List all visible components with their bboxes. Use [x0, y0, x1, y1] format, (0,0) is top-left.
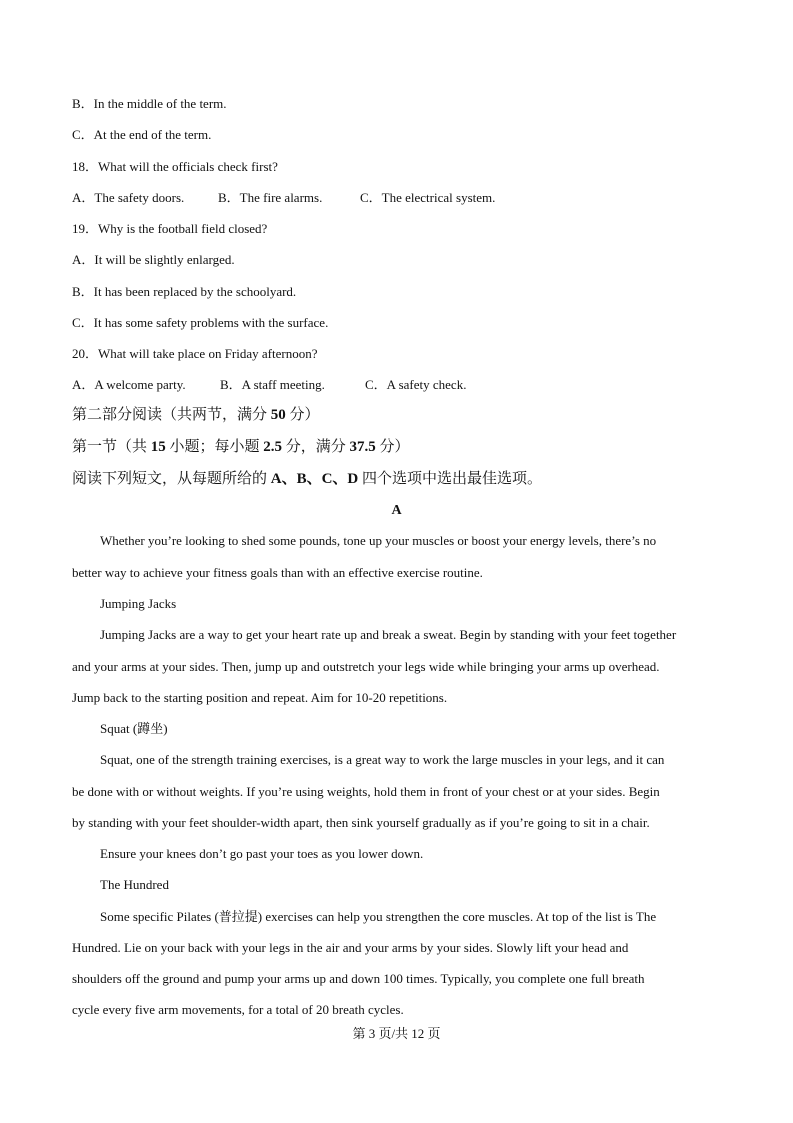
question-18-options: [72, 190, 495, 206]
question-19-option-c: C．It has some safety problems with the surface.: [72, 315, 329, 330]
question-17-option-c: C．At the end of the term.: [72, 127, 212, 142]
reading-instruction: 阅读下列短文，从每题所给的 A、B、C、D 四个选项中选出最佳选项。: [72, 471, 543, 487]
section-one-title: 第一节（共 15 小题；每小题 2.5 分，满分 37.5 分）: [72, 439, 410, 455]
question-18-option-b: B．The fire alarms.: [218, 190, 323, 205]
passage-paragraph-5-line-3: shoulders off the ground and pump your arms up and down 100 times. Typically, you complete one full breath: [72, 971, 645, 986]
passage-paragraph-2-line-2: and your arms at your sides. Then, jump up and outstretch your legs wide while bringing your arms up overhead.: [72, 659, 660, 674]
question-19-option-a: A．It will be slightly enlarged.: [72, 252, 235, 267]
question-18-stem: 18．What will the officials check first?: [72, 159, 278, 174]
passage-paragraph-1-line-2: better way to achieve your fitness goals than with an effective exercise routine.: [72, 565, 483, 580]
page-number-footer: 第 3 页/共 12 页: [352, 1026, 441, 1041]
question-19-option-b: B．It has been replaced by the schoolyard.: [72, 284, 297, 299]
passage-paragraph-5-line-2: Hundred. Lie on your back with your legs in the air and your arms by your sides. Slowly lift your head and: [72, 940, 629, 955]
question-18-option-a: A．The safety doors.: [72, 190, 185, 205]
passage-paragraph-2-line-1: Jumping Jacks are a way to get your heart rate up and break a sweat. Begin by standing with your feet together: [100, 627, 677, 642]
passage-paragraph-5-line-4: cycle every five arm movements, for a total of 20 breath cycles.: [72, 1002, 404, 1017]
heading-jumping-jacks: Jumping Jacks: [100, 596, 177, 611]
part-two-title: 第二部分阅读（共两节，满分 50 分）: [72, 407, 320, 423]
question-20-option-b: B．A staff meeting.: [220, 377, 325, 392]
question-17-option-b: B．In the middle of the term.: [72, 96, 227, 111]
passage-paragraph-3-line-1: Squat, one of the strength training exercises, is a great way to work the large muscles in your legs, and it can: [100, 752, 665, 767]
question-18-option-c: C．The electrical system.: [360, 190, 496, 205]
question-19-stem: 19．Why is the football field closed?: [72, 221, 268, 236]
passage-paragraph-3-line-3: by standing with your feet shoulder-width apart, then sink yourself gradually as if you’re going to sit in a chair.: [72, 815, 650, 830]
question-20-options: [72, 377, 466, 393]
question-20-stem: 20．What will take place on Friday afternoon?: [72, 346, 318, 361]
question-20-option-a: A．A welcome party.: [72, 377, 186, 392]
passage-paragraph-1-line-1: Whether you’re looking to shed some pounds, tone up your muscles or boost your energy levels, there’s no: [100, 533, 657, 548]
passage-paragraph-3-line-2: be done with or without weights. If you’re using weights, hold them in front of your chest or at your sides. Begin: [72, 784, 660, 799]
passage-paragraph-5-line-1: Some specific Pilates (普拉提) exercises can help you strengthen the core muscles. At top of the list is The: [100, 909, 657, 924]
passage-paragraph-2-line-3: Jump back to the starting position and repeat. Aim for 10-20 repetitions.: [72, 690, 448, 705]
passage-paragraph-4-line-1: Ensure your knees don’t go past your toes as you lower down.: [100, 846, 424, 861]
heading-the-hundred: The Hundred: [100, 877, 169, 892]
question-20-option-c: C．A safety check.: [365, 377, 467, 392]
heading-squat: Squat (蹲坐): [100, 721, 168, 736]
passage-label: A: [391, 503, 402, 518]
